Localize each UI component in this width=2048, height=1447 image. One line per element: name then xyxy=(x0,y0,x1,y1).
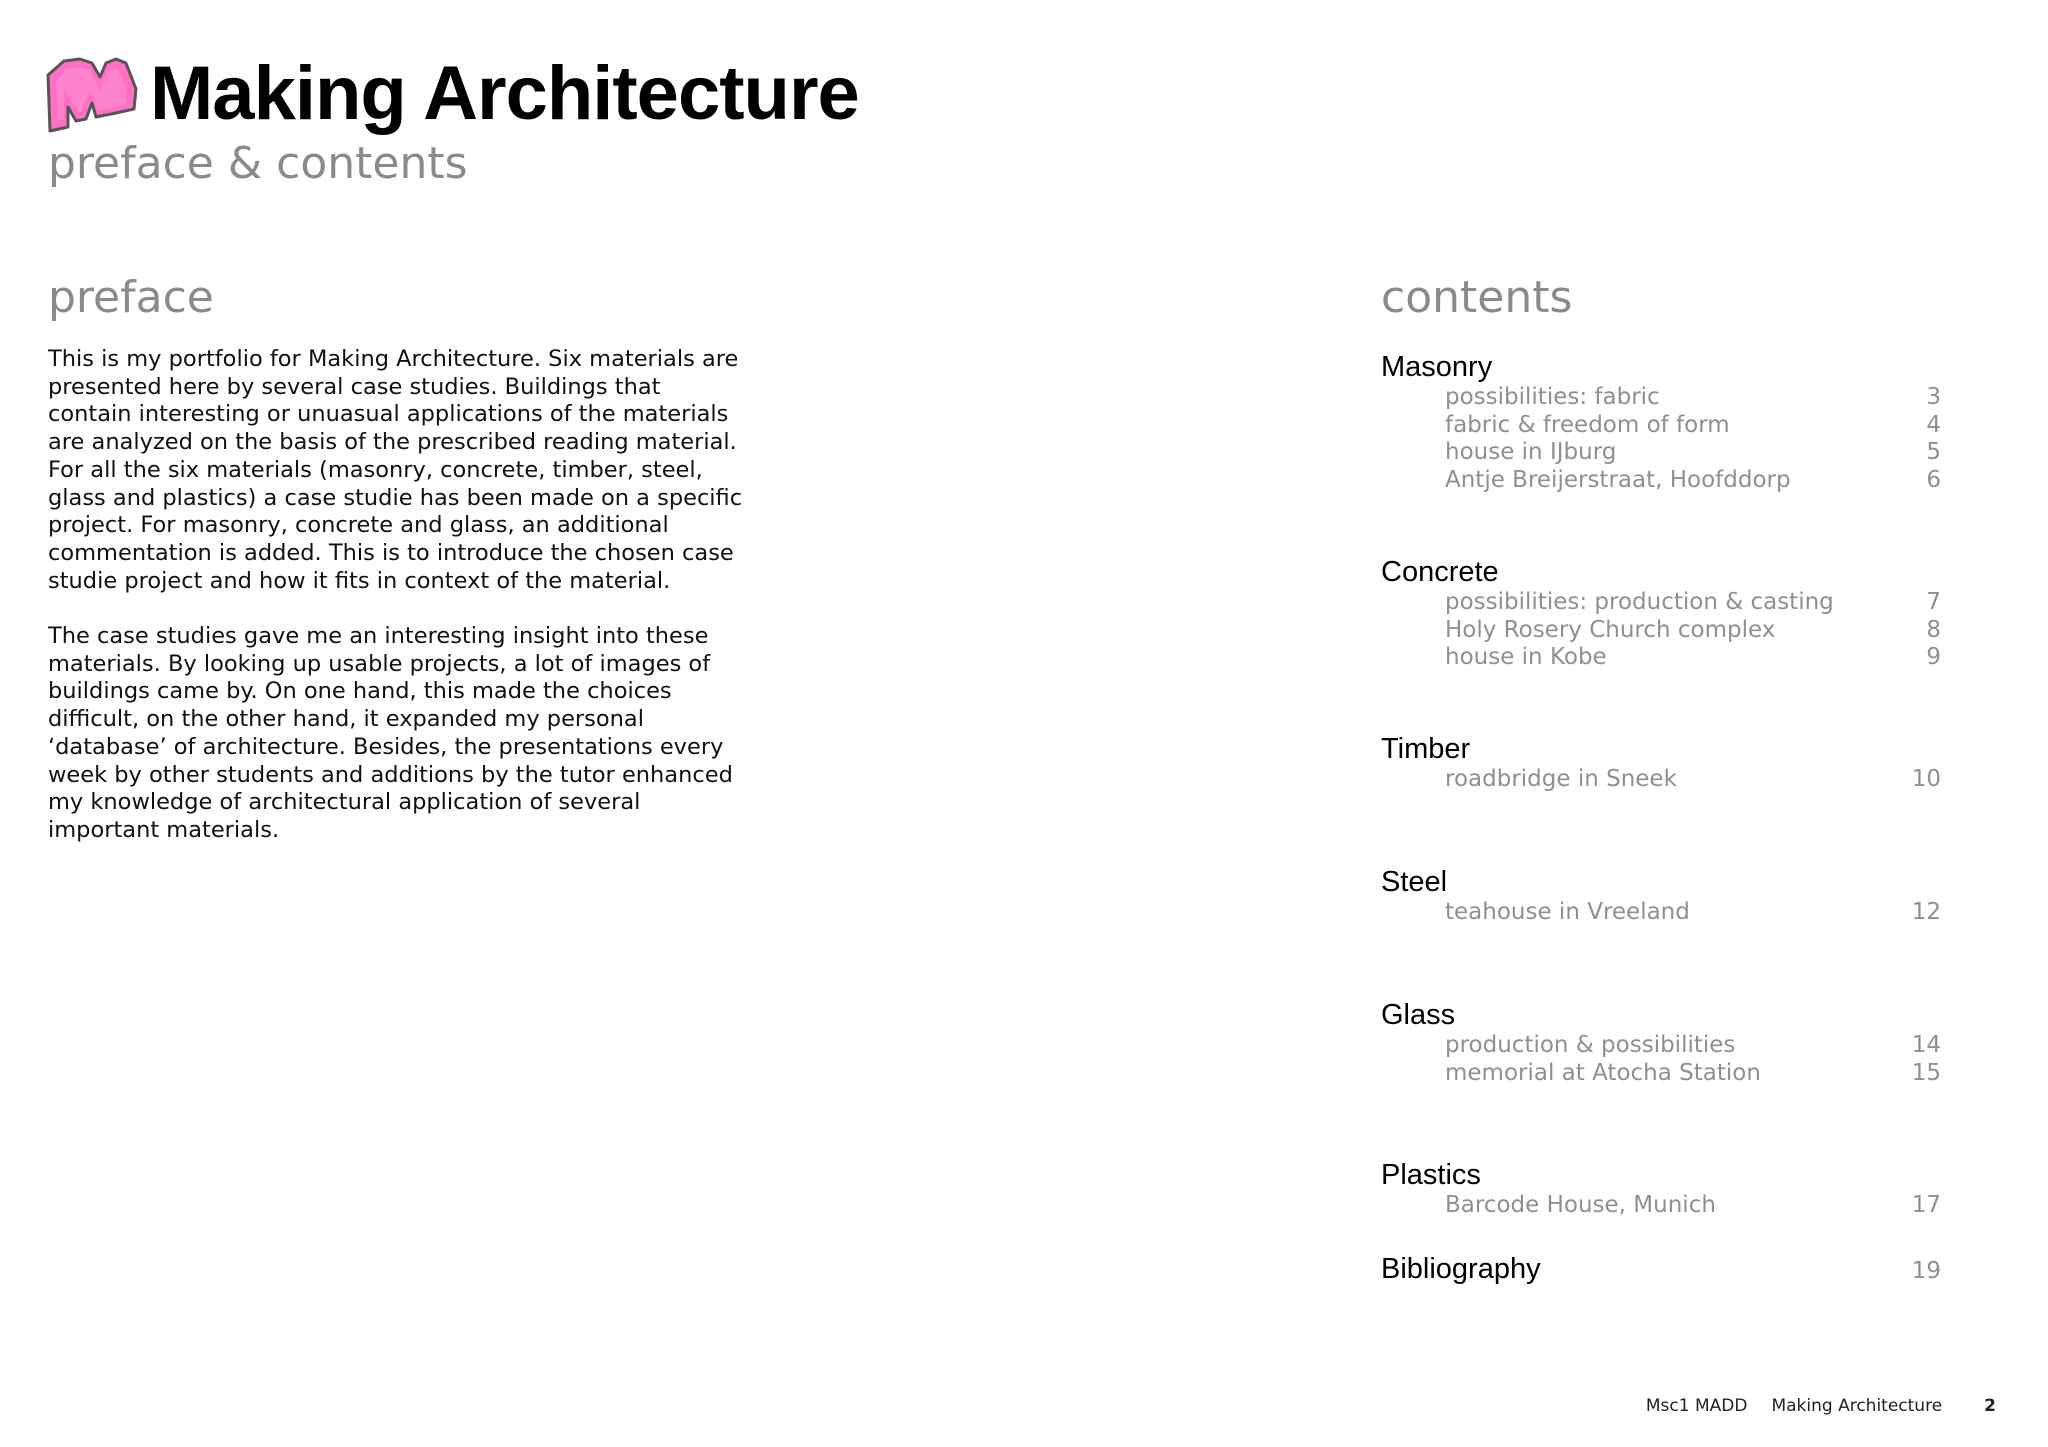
toc-entry-label: Antje Breijerstraat, Hoofddorp xyxy=(1445,467,1791,494)
toc-section-glass xyxy=(1381,998,1941,1087)
toc-section-concrete xyxy=(1381,555,1941,672)
footer-page-number: 2 xyxy=(1984,1396,1996,1416)
contents-heading: contents xyxy=(1381,272,1573,323)
preface-paragraph-2 xyxy=(48,623,748,845)
toc-entry-page: 7 xyxy=(1926,589,1941,615)
page-title: Making Architecture xyxy=(150,51,859,136)
toc-category: Bibliography xyxy=(1381,1253,1541,1285)
toc-category: Steel xyxy=(1381,866,1448,898)
toc-entry-label: house in IJburg xyxy=(1445,439,1617,466)
toc-entry xyxy=(1381,1032,1941,1060)
toc-entry-page: 17 xyxy=(1911,1192,1941,1218)
preface-section xyxy=(48,270,748,845)
contents-section xyxy=(1381,270,1941,1285)
toc-entry-page: 9 xyxy=(1926,644,1941,671)
toc-entry-label: teahouse in Vreeland xyxy=(1445,899,1690,925)
toc-entry-label: roadbridge in Sneek xyxy=(1445,766,1677,792)
footer-course: Msc1 MADD xyxy=(1645,1396,1748,1416)
toc-category: Timber xyxy=(1381,733,1471,765)
toc-entry xyxy=(1381,439,1941,467)
preface-text-1: This is my portfolio for Making Architecture. Six materials are presented here by several case studies. Buildings that contain interesting or unuasual applications of the materials are analyzed on the basis of the prescribed reading material. For all the six materials (masonry, concrete, timber, steel, glass and plastics) a case studie has been made on a specific project. For masonry, concrete and glass, an additional commentation is added. This is to introduce the chosen case studie project and how it fits in context of the material. xyxy=(48,346,743,594)
toc-entry xyxy=(1381,589,1941,617)
toc-entry xyxy=(1381,412,1941,440)
toc-entry xyxy=(1381,617,1941,645)
toc-entry-label: fabric & freedom of form xyxy=(1445,411,1730,438)
toc-entry-label: possibilities: production & casting xyxy=(1445,589,1834,615)
preface-paragraph-1 xyxy=(48,346,748,595)
preface-heading: preface xyxy=(48,272,214,323)
toc-section-masonry xyxy=(1381,350,1941,495)
toc-entry-label: Holy Rosery Church complex xyxy=(1445,616,1776,643)
toc-category: Plastics xyxy=(1381,1159,1481,1191)
toc-bibliography-row xyxy=(1381,1252,1941,1286)
toc-section-steel xyxy=(1381,865,1941,927)
toc-entry-page: 12 xyxy=(1911,899,1941,925)
footer-title: Making Architecture xyxy=(1771,1396,1943,1416)
toc-entry-label: house in Kobe xyxy=(1445,644,1607,671)
m-logo-icon xyxy=(46,55,138,133)
toc-entry-page: 19 xyxy=(1911,1258,1941,1284)
toc-entry-label: memorial at Atocha Station xyxy=(1445,1059,1761,1086)
toc-entry-page: 14 xyxy=(1911,1032,1941,1058)
toc-entry-page: 15 xyxy=(1911,1059,1941,1086)
toc-category: Concrete xyxy=(1381,556,1499,588)
toc-entry-label: Barcode House, Munich xyxy=(1445,1192,1716,1218)
toc-category: Masonry xyxy=(1381,351,1493,383)
toc-category: Glass xyxy=(1381,999,1456,1031)
toc-entry-label: possibilities: fabric xyxy=(1445,384,1660,410)
toc-entry-page: 3 xyxy=(1926,384,1941,410)
toc-entry xyxy=(1381,467,1941,495)
toc-entry-page: 5 xyxy=(1926,439,1941,466)
toc-entry-label: production & possibilities xyxy=(1445,1032,1736,1058)
toc-entry xyxy=(1381,644,1941,672)
toc-entry-page: 10 xyxy=(1911,766,1941,792)
toc-entry-page: 8 xyxy=(1926,616,1941,643)
toc-entry xyxy=(1381,766,1941,794)
toc-entry xyxy=(1381,384,1941,412)
preface-text-2: The case studies gave me an interesting insight into these materials. By looking up usable projects, a lot of images of buildings came by. On one hand, this made the choices difficult, on the other hand, it expanded my personal ‘database’ of architecture. Besides, the presentations every week by other students and additions by the tutor enhanced my knowledge of architectural application of several important materials. xyxy=(48,623,733,843)
page-subtitle: preface & contents xyxy=(48,138,468,189)
toc-entry xyxy=(1381,1192,1941,1220)
preface-body xyxy=(48,346,748,845)
toc-section-bibliography xyxy=(1381,1252,1941,1286)
toc-entry xyxy=(1381,899,1941,927)
toc-section-timber xyxy=(1381,732,1941,794)
toc-entry-page: 4 xyxy=(1926,411,1941,438)
toc-entry xyxy=(1381,1060,1941,1088)
toc-entry-page: 6 xyxy=(1926,467,1941,494)
page-footer xyxy=(1646,1396,1996,1416)
toc-section-plastics xyxy=(1381,1158,1941,1220)
